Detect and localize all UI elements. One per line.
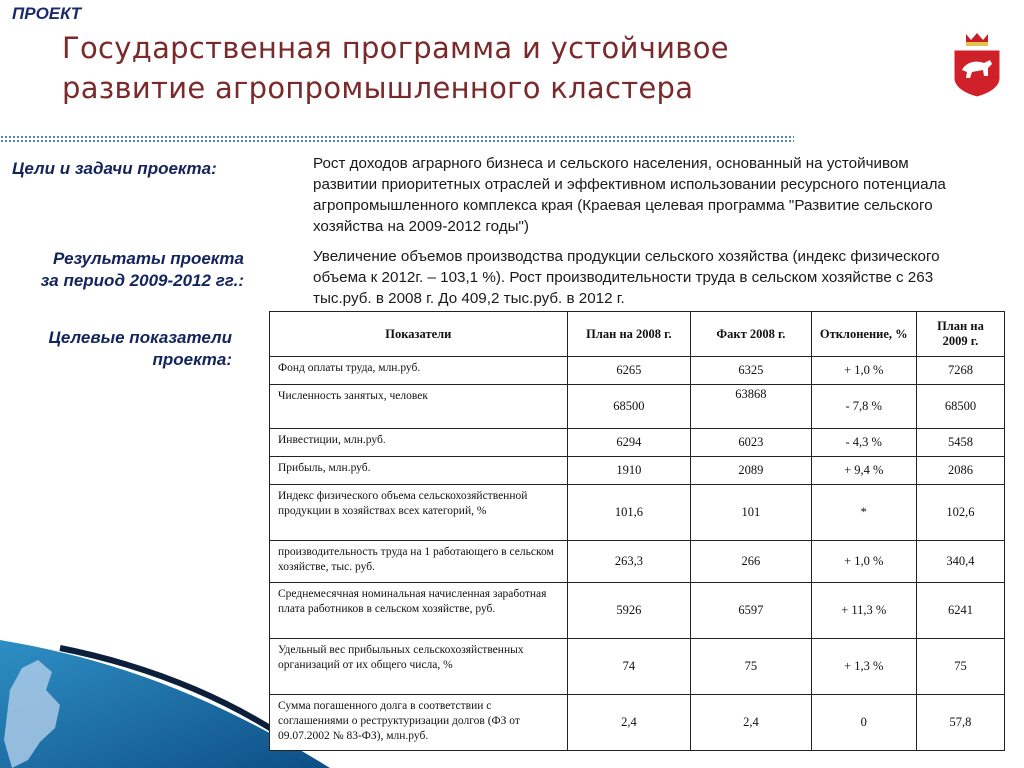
targets-label-line-1: Целевые показатели bbox=[48, 328, 232, 347]
indicator-name: Индекс физического объема сельскохозяйственной продукции в хозяйствах всех категорий, % bbox=[270, 485, 568, 541]
fact-2008-value: 2,4 bbox=[691, 695, 811, 751]
results-label bbox=[41, 248, 244, 292]
fact-2008-value: 6597 bbox=[691, 583, 811, 639]
plan-2009-value: 5458 bbox=[916, 429, 1004, 457]
plan-2009-value: 7268 bbox=[916, 357, 1004, 385]
shield-icon bbox=[954, 50, 1000, 97]
header-deviation: Отклонение, % bbox=[811, 312, 916, 357]
table-row bbox=[270, 639, 1005, 695]
table-row bbox=[270, 695, 1005, 751]
coat-of-arms-icon bbox=[950, 30, 1004, 98]
deviation-value: * bbox=[811, 485, 916, 541]
deviation-value: + 1,3 % bbox=[811, 639, 916, 695]
header-fact-2008: Факт 2008 г. bbox=[691, 312, 811, 357]
header-divider bbox=[0, 135, 794, 145]
deviation-value: 0 bbox=[811, 695, 916, 751]
indicator-name: производительность труда на 1 работающего в сельском хозяйстве, тыс. руб. bbox=[270, 541, 568, 583]
plan-2008-value: 101,6 bbox=[567, 485, 691, 541]
deviation-value: + 11,3 % bbox=[811, 583, 916, 639]
fact-2008-value: 2089 bbox=[691, 457, 811, 485]
indicator-name: Инвестиции, млн.руб. bbox=[270, 429, 568, 457]
project-label: ПРОЕКТ bbox=[12, 4, 82, 23]
plan-2008-value: 2,4 bbox=[567, 695, 691, 751]
plan-2008-value: 1910 bbox=[567, 457, 691, 485]
targets-label bbox=[48, 327, 232, 371]
plan-2009-value: 75 bbox=[916, 639, 1004, 695]
table-row bbox=[270, 357, 1005, 385]
fact-2008-value: 101 bbox=[691, 485, 811, 541]
plan-2009-value: 340,4 bbox=[916, 541, 1004, 583]
targets-label-line-2: проекта: bbox=[152, 350, 232, 369]
header-indicator: Показатели bbox=[270, 312, 568, 357]
results-label-line-2: за период 2009-2012 гг.: bbox=[40, 271, 244, 290]
indicator-name: Среднемесячная номинальная начисленная заработная плата работников в сельском хозяйстве, руб. bbox=[270, 583, 568, 639]
header-plan-2009: План на 2009 г. bbox=[916, 312, 1004, 357]
fact-2008-value: 75 bbox=[691, 639, 811, 695]
plan-2009-value: 2086 bbox=[916, 457, 1004, 485]
table-row bbox=[270, 583, 1005, 639]
goals-text: Рост доходов аграрного бизнеса и сельского населения, основанный на устойчивом развитии приоритетных отраслей и эффективном использовании ресурсного потенциала агропромышленного комплекса края (Краевая целевая программа "Развитие сельского хозяйства на 2009-2012 годы") bbox=[313, 155, 946, 235]
plan-2008-value: 68500 bbox=[567, 385, 691, 429]
results-label-line-1: Результаты проекта bbox=[52, 249, 244, 268]
plan-2008-value: 6294 bbox=[567, 429, 691, 457]
plan-2009-value: 68500 bbox=[916, 385, 1004, 429]
deviation-value: + 9,4 % bbox=[811, 457, 916, 485]
indicators-table bbox=[269, 311, 1005, 751]
plan-2009-value: 6241 bbox=[916, 583, 1004, 639]
header-plan-2008: План на 2008 г. bbox=[567, 312, 691, 357]
plan-2008-value: 6265 bbox=[567, 357, 691, 385]
table-row bbox=[270, 429, 1005, 457]
indicator-name: Прибыль, млн.руб. bbox=[270, 457, 568, 485]
table-row bbox=[270, 385, 1005, 429]
deviation-value: - 7,8 % bbox=[811, 385, 916, 429]
table-header-row bbox=[270, 312, 1005, 357]
deviation-value: - 4,3 % bbox=[811, 429, 916, 457]
indicator-name: Численность занятых, человек bbox=[270, 385, 568, 429]
table-row bbox=[270, 485, 1005, 541]
plan-2008-value: 5926 bbox=[567, 583, 691, 639]
table-row bbox=[270, 457, 1005, 485]
indicator-name: Сумма погашенного долга в соответствии с соглашениями о реструктуризации долгов (ФЗ от 09.07.2002 № 83-ФЗ), млн.руб. bbox=[270, 695, 568, 751]
plan-2008-value: 74 bbox=[567, 639, 691, 695]
fact-2008-value: 266 bbox=[691, 541, 811, 583]
plan-2008-value: 263,3 bbox=[567, 541, 691, 583]
fact-2008-value: 6023 bbox=[691, 429, 811, 457]
indicator-name: Удельный вес прибыльных сельскохозяйственных организаций от их общего числа, % bbox=[270, 639, 568, 695]
deviation-value: + 1,0 % bbox=[811, 357, 916, 385]
plan-2009-value: 102,6 bbox=[916, 485, 1004, 541]
goals-label: Цели и задачи проекта: bbox=[12, 159, 217, 178]
deviation-value: + 1,0 % bbox=[811, 541, 916, 583]
plan-2009-value: 57,8 bbox=[916, 695, 1004, 751]
indicator-name: Фонд оплаты труда, млн.руб. bbox=[270, 357, 568, 385]
title-line-1: Государственная программа и устойчивое bbox=[62, 31, 729, 65]
fact-2008-value: 63868 bbox=[691, 385, 811, 429]
title-line-2: развитие агропромышленного кластера bbox=[62, 71, 694, 105]
results-text: Увеличение объемов производства продукции сельского хозяйства (индекс физического объема к 2012г. – 103,1 %). Рост производительности труда в сельском хозяйстве с 263 тыс.руб. в 2008 г. До 409,2 тыс.руб. в 2012 г. bbox=[313, 248, 940, 307]
table-row bbox=[270, 541, 1005, 583]
fact-2008-value: 6325 bbox=[691, 357, 811, 385]
page-title bbox=[62, 28, 922, 108]
